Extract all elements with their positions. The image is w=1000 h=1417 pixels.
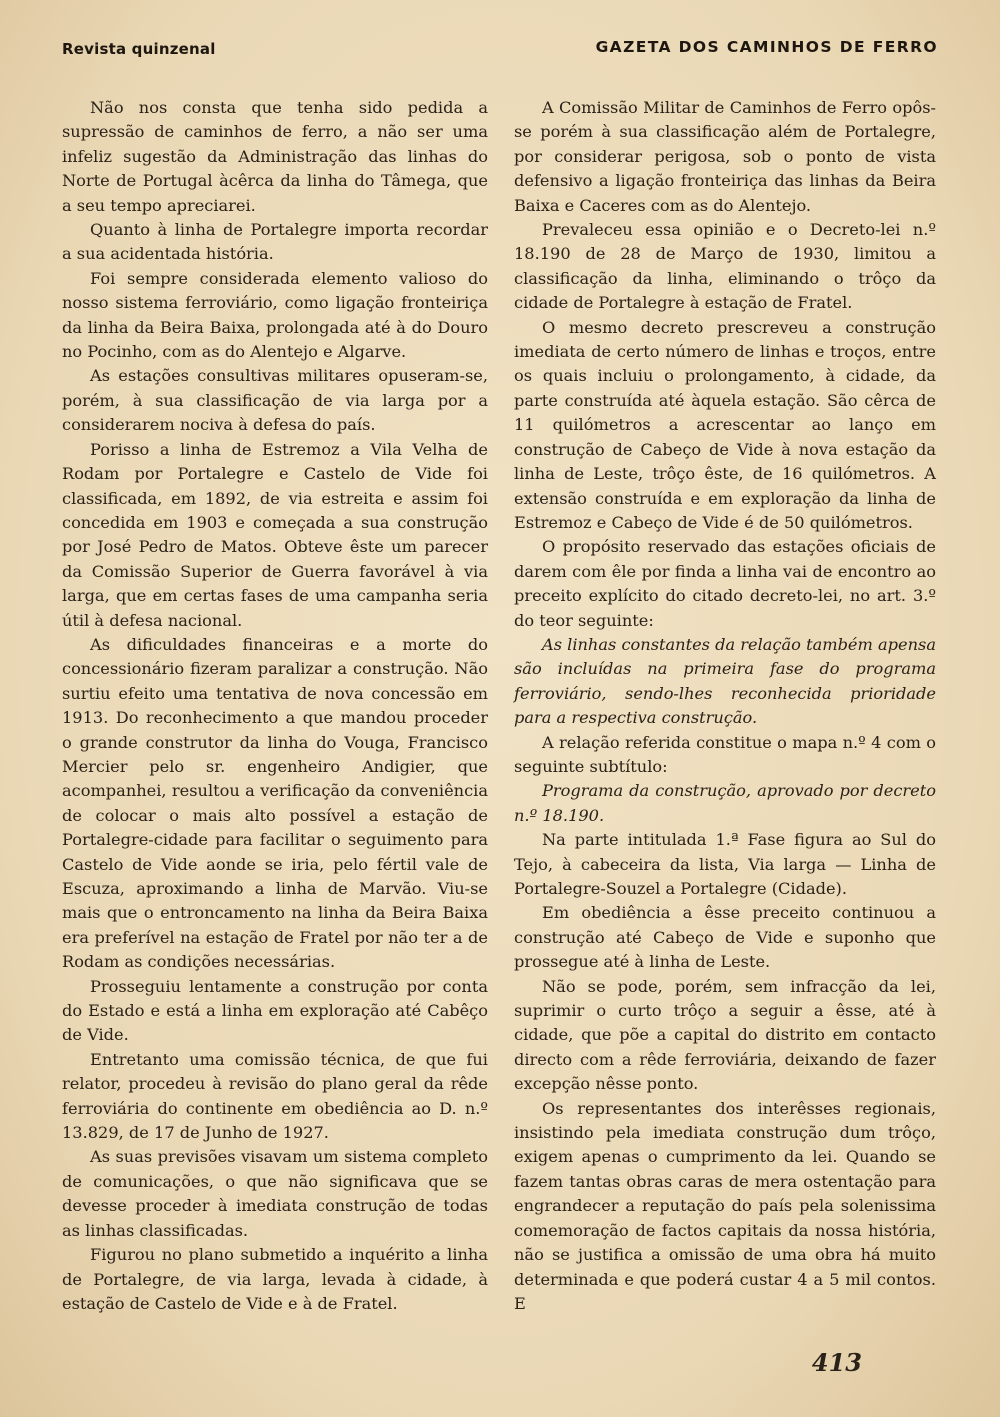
paragraph: Prevaleceu essa opinião e o Decreto-lei n.º 18.190 de 28 de Março de 1930, limitou a classificação da linha, eliminando o trôço da cidade de Portalegre à estação de Fratel. bbox=[514, 220, 936, 313]
paragraph: As dificuldades financeiras e a morte do concessionário fizeram paralizar a construção. Não surtiu efeito uma tentativa de nova concessão em 1913. Do reconhecimento a que mandou proceder o grande construtor da linha do Vouga, Francisco Mercier pelo sr. engenheiro Andigier, que acompanhei, resultou a verificação da conveniência de colocar o mais alto possível a estação de Portalegre-cidade para facilitar o seguimento para Castelo de Vide aonde se iria, pelo fértil vale de Escuza, aproximando a linha de Marvão. Viu-se mais que o entroncamento na linha da Beira Baixa era preferível na estação de Fratel por não ter a de Rodam as condições necessárias. bbox=[62, 634, 488, 972]
paragraph: O propósito reservado das estações oficiais de darem com êle por finda a linha vai de encontro ao preceito explícito do citado decreto-lei, no art. 3.º do teor seguinte: bbox=[514, 537, 936, 630]
paragraph: Não se pode, porém, sem infracção da lei, suprimir o curto trôço a seguir a êsse, até à cidade, que põe a capital do distrito em contacto directo com a rêde ferroviária, deixando de fazer excepção nêsse ponto. bbox=[514, 976, 936, 1094]
quoted-subtitle: Programa da construção, aprovado por decreto n.º 18.190. bbox=[514, 781, 936, 825]
page-number: 413 bbox=[811, 1348, 862, 1377]
paragraph: Quanto à linha de Portalegre importa recordar a sua acidentada história. bbox=[62, 220, 488, 264]
paragraph: Na parte intitulada 1.ª Fase figura ao Sul do Tejo, à cabeceira da lista, Via larga — Linha de Portalegre-Souzel a Portalegre (Cidade). bbox=[514, 830, 936, 898]
paragraph: A Comissão Militar de Caminhos de Ferro opôs-se porém à sua classificação além de Portalegre, por considerar perigosa, sob o ponto de vista defensivo a ligação fronteiriça das linhas da Beira Baixa e Caceres com as do Alentejo. bbox=[514, 98, 936, 215]
left-column bbox=[62, 96, 488, 1316]
right-column bbox=[514, 96, 936, 1316]
paragraph: Prosseguiu lentamente a construção por conta do Estado e está a linha em exploração até Cabêço de Vide. bbox=[62, 976, 488, 1045]
paragraph: A relação referida constitue o mapa n.º 4 com o seguinte subtítulo: bbox=[514, 732, 936, 776]
paragraph: Os representantes dos interêsses regionais, insistindo pela imediata construção dum trôço, exigem apenas o cumprimento da lei. Quando se fazem tantas obras caras de mera ostentação para engrandecer a reputação do país pela solenissima comemoração de factos capitais da nossa história, não se justifica a omissão de uma obra há muito determinada e que poderá custar 4 a 5 mil contos. E bbox=[514, 1098, 936, 1313]
paragraph: Foi sempre considerada elemento valioso do nosso sistema ferroviário, como ligação fronteiriça da linha da Beira Baixa, prolongada até à do Douro no Pocinho, com as do Alentejo e Algarve. bbox=[62, 268, 488, 362]
paragraph: As estações consultivas militares opuseram-se, porém, à sua classificação de via larga por a considerarem nociva à defesa do país. bbox=[62, 366, 488, 435]
paragraph: Entretanto uma comissão técnica, de que fui relator, procedeu à revisão do plano geral da rêde ferroviária do continente em obediência ao D. n.º 13.829, de 17 de Junho de 1927. bbox=[62, 1049, 488, 1143]
paragraph: Figurou no plano submetido a inquérito a linha de Portalegre, de via larga, levada à cidade, à estação de Castelo de Vide e à de Fratel. bbox=[62, 1245, 488, 1313]
paragraph: Não nos consta que tenha sido pedida a supressão de caminhos de ferro, a não ser uma infeliz sugestão da Administração das linhas do Norte de Portugal àcêrca da linha do Tâmega, que a seu tempo apreciarei. bbox=[62, 98, 488, 215]
paragraph: As suas previsões visavam um sistema completo de comunicações, o que não significava que se devesse proceder à imediata construção de todas as linhas classificadas. bbox=[62, 1147, 488, 1240]
paragraph: Em obediência a êsse preceito continuou a construção até Cabeço de Vide e suponho que prossegue até à linha de Leste. bbox=[514, 903, 936, 972]
paragraph: O mesmo decreto prescreveu a construção imediata de certo número de linhas e troços, entre os quais incluiu o prolongamento, à cidade, da parte construída até àquela estação. São cêrca de 11 quilómetros a acrescentar ao lanço em construção de Cabeço de Vide à nova estação da linha de Leste, trôço êste, de 16 quilómetros. A extensão construída e em exploração da linha de Estremoz e Cabeço de Vide é de 50 quilómetros. bbox=[514, 317, 936, 532]
journal-title: GAZETA DOS CAMINHOS DE FERRO bbox=[595, 38, 938, 56]
journal-subtitle: Revista quinzenal bbox=[62, 40, 216, 58]
quoted-decree-text: As linhas constantes da relação também apensa são incluídas na primeira fase do programa ferroviário, sendo-lhes reconhecida prioridade para a respectiva construção. bbox=[514, 634, 936, 728]
paragraph: Porisso a linha de Estremoz a Vila Velha de Rodam por Portalegre e Castelo de Vide foi classificada, em 1892, de via estreita e assim foi concedida em 1903 e começada a sua construção por José Pedro de Matos. Obteve êste um parecer da Comissão Superior de Guerra favorável à via larga, que em certas fases de uma campanha seria útil à defesa nacional. bbox=[62, 439, 488, 630]
